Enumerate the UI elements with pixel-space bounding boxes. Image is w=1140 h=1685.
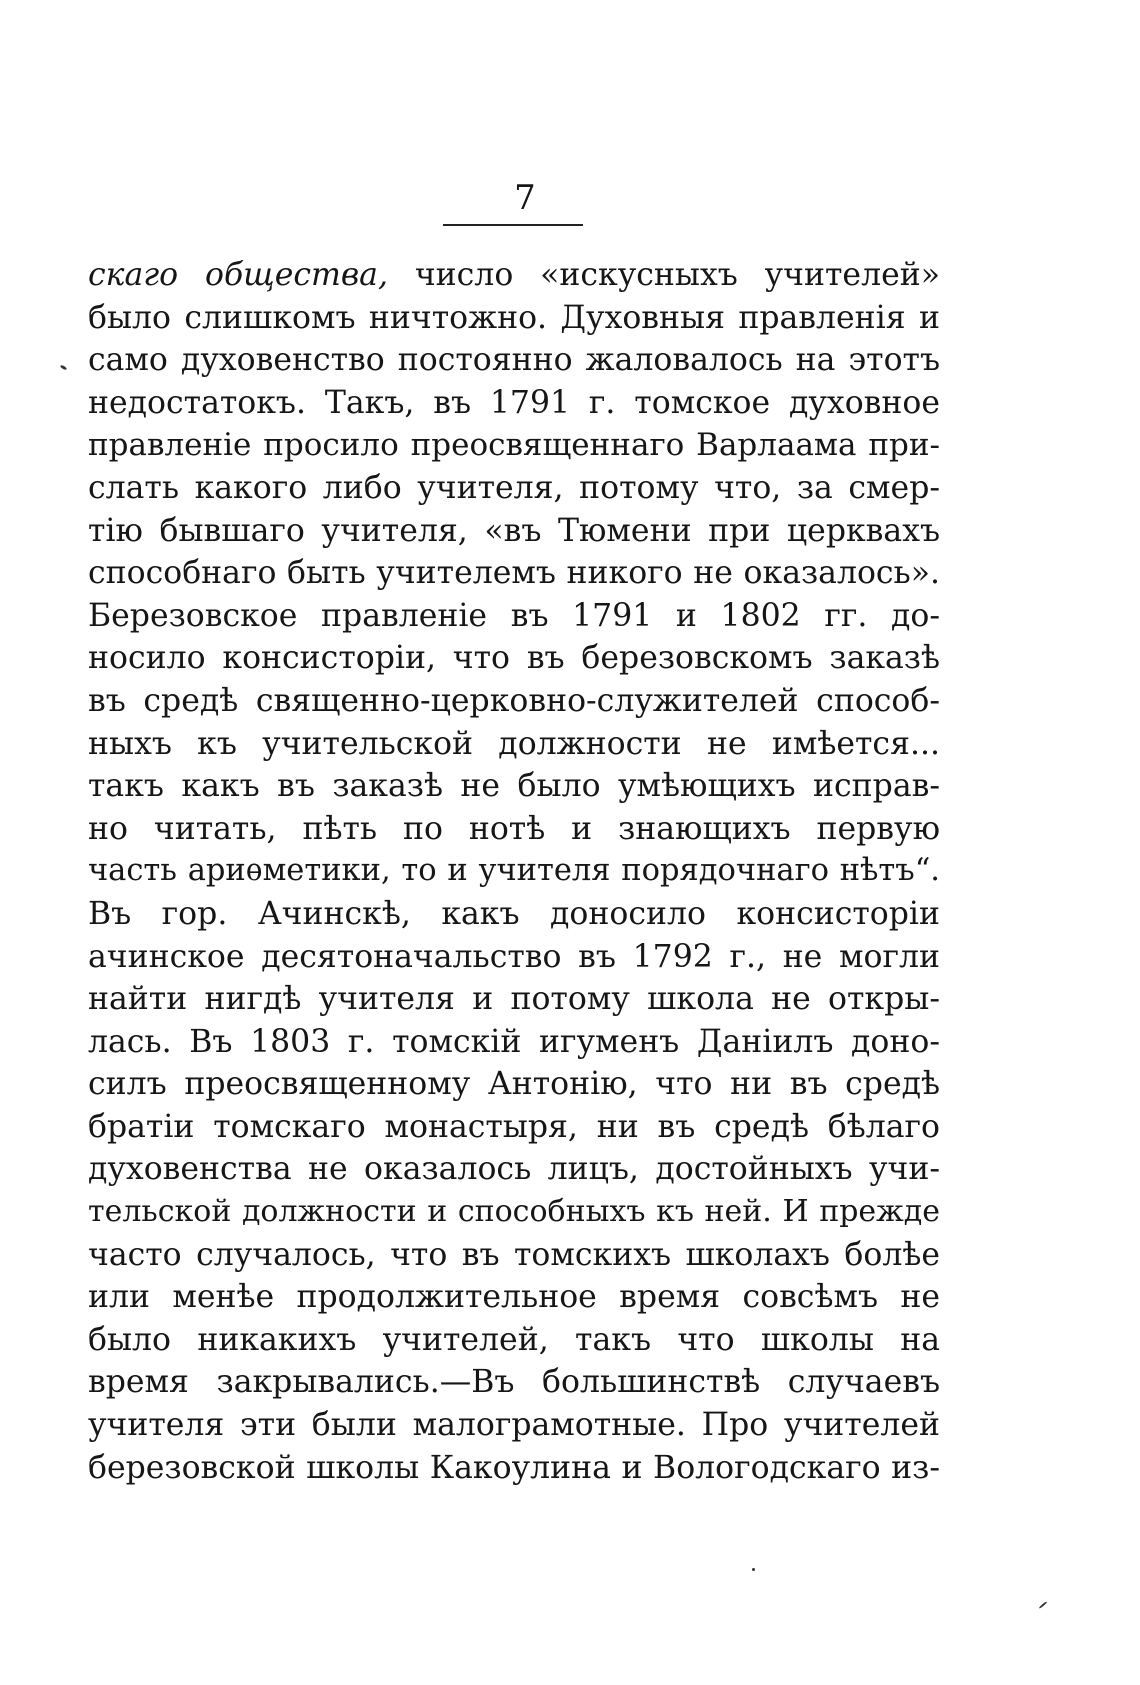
- text-line: найти нигдѣ учителя и потому школа не откры-: [88, 981, 940, 1018]
- text-line: учителя эти были малограмотные. Про учителей: [88, 1407, 940, 1444]
- body-text: [88, 254, 940, 1489]
- italic-fragment: скаго общества,: [88, 257, 388, 293]
- text-line: ныхъ къ учительской должности не имѣется...: [88, 725, 940, 762]
- text-line: но читать, пѣть по нотѣ и знающихъ первую: [88, 810, 940, 847]
- text-line: слать какого либо учителя, потому что, за смер-: [88, 469, 940, 506]
- text-line: часто случалось, что въ томскихъ школахъ болѣе: [88, 1236, 940, 1273]
- text-line: Березовское правленіе въ 1791 и 1802 гг. до-: [88, 597, 940, 634]
- text-line: братіи томскаго монастыря, ни въ средѣ бѣлаго: [88, 1108, 940, 1145]
- page-number-rule: [443, 224, 583, 226]
- margin-speck: [1039, 1601, 1048, 1609]
- text-line: силъ преосвященному Антонію, что ни въ средѣ: [88, 1066, 940, 1103]
- text-line: часть ариѳметики, то и учителя порядочнаго нѣтъ“.: [88, 853, 940, 889]
- text-line: тельской должности и способныхъ къ ней. И прежде: [88, 1194, 940, 1230]
- text-line: Въ гор. Ачинскѣ, какъ доносило консисторіи: [88, 895, 940, 932]
- text-line: правленіе просило преосвященнаго Варлаама при-: [88, 427, 940, 464]
- text-line: было слишкомъ ничтожно. Духовныя правленія и: [88, 299, 940, 336]
- margin-speck: [752, 1568, 755, 1571]
- text-line: духовенства не оказалось лицъ, достойныхъ учи-: [88, 1151, 940, 1188]
- text-line: способнаго быть учителемъ никого не оказалось».: [88, 555, 940, 592]
- text-line: тію бывшаго учителя, «въ Тюмени при церквахъ: [88, 512, 940, 549]
- text-line: лась. Въ 1803 г. томскій игуменъ Даніилъ доно-: [88, 1023, 940, 1060]
- text-line: березовской школы Какоулина и Вологодскаго из-: [88, 1449, 940, 1486]
- text-line: само духовенство постоянно жаловалось на этотъ: [88, 342, 940, 379]
- text-line: недостатокъ. Такъ, въ 1791 г. томское духовное: [88, 384, 940, 421]
- text-line: было никакихъ учителей, такъ что школы на: [88, 1321, 940, 1358]
- text-line: время закрывались.—Въ большинствѣ случаевъ: [88, 1364, 940, 1401]
- text-fragment: число «искусныхъ учителей»: [387, 257, 940, 293]
- text-line: носило консисторіи, что въ березовскомъ заказѣ: [88, 640, 940, 677]
- text-line: такъ какъ въ заказѣ не было умѣющихъ исправ-: [88, 768, 940, 805]
- text-line: ачинское десятоначальство въ 1792 г., не могли: [88, 938, 940, 975]
- page-number: 7: [514, 178, 536, 218]
- margin-speck: [60, 364, 68, 370]
- text-line: [88, 254, 940, 297]
- text-line: въ средѣ священно-церковно-служителей способ-: [88, 682, 940, 719]
- text-line: или менѣе продолжительное время совсѣмъ не: [88, 1279, 940, 1316]
